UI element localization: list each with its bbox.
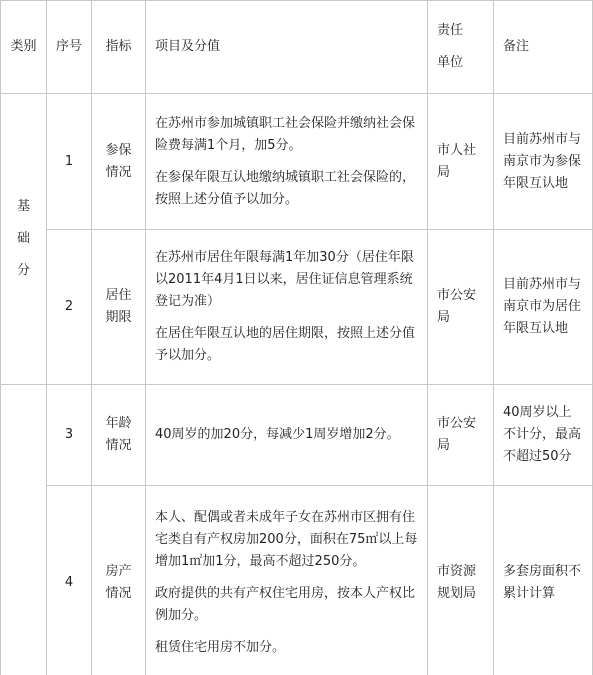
items-cell	[146, 230, 428, 385]
unit-cell: 市公安 局	[428, 230, 494, 385]
indicator-cell: 年龄 情况	[92, 385, 146, 486]
item-paragraph: 政府提供的共有产权住宅用房，按本人产权比例加分。	[155, 586, 416, 623]
item-paragraph: 在苏州市居住年限每满1年加30分（居住年限以2011年4月1日以来，居住证信息管理系统登记为准）	[155, 250, 414, 309]
remark-cell: 目前苏州市与 南京市为参保 年限互认地	[494, 94, 593, 230]
header-unit	[428, 1, 494, 94]
remark-cell: 40周岁以上 不计分，最高 不超过50分	[494, 385, 593, 486]
row-number: 4	[47, 486, 92, 675]
indicator-cell: 房产 情况	[92, 486, 146, 675]
items-cell	[146, 486, 428, 675]
item-paragraph: 本人、配偶或者未成年子女在苏州市区拥有住宅类自有产权房加200分，面积在75㎡以上每增加1㎡加1分，最高不超过250分。	[155, 510, 418, 569]
item-paragraph: 在参保年限互认地缴纳城镇职工社会保险的，按照上述分值予以加分。	[155, 169, 416, 207]
item-paragraph: 租赁住宅用房不加分。	[155, 640, 286, 655]
table-row	[1, 486, 593, 675]
unit-cell: 市人社 局	[428, 94, 494, 230]
row-number: 3	[47, 385, 92, 486]
category-cell	[1, 94, 47, 385]
header-items: 项目及分值	[146, 1, 428, 94]
indicator-cell: 参保 情况	[92, 94, 146, 230]
row-number: 1	[47, 94, 92, 230]
row-number: 2	[47, 230, 92, 385]
remark-cell: 目前苏州市与 南京市为居住 年限互认地	[494, 230, 593, 385]
header-unit-line: 单位	[437, 55, 464, 70]
item-paragraph: 40周岁的加20分，每减少1周岁增加2分。	[155, 427, 400, 442]
table-row	[1, 230, 593, 385]
header-remark: 备注	[494, 1, 593, 94]
items-cell	[146, 385, 428, 486]
unit-cell: 市公安 局	[428, 385, 494, 486]
item-paragraph: 在居住年限互认地的居住期限，按照上述分值予以加分。	[155, 326, 416, 363]
indicator-cell: 居住 期限	[92, 230, 146, 385]
unit-cell: 市资源 规划局	[428, 486, 494, 675]
table-row	[1, 385, 593, 486]
header-category: 类别	[1, 1, 47, 94]
category-cell-empty	[1, 385, 47, 675]
category-label: 基础分	[16, 199, 30, 278]
table-row	[1, 94, 593, 230]
header-unit-line: 责任	[437, 23, 464, 38]
header-row	[1, 1, 593, 94]
header-number: 序号	[47, 1, 92, 94]
item-paragraph: 在苏州市参加城镇职工社会保险并缴纳社会保险费每满1个月，加5分。	[155, 115, 416, 153]
remark-cell: 多套房面积不 累计计算	[494, 486, 593, 675]
header-indicator: 指标	[92, 1, 146, 94]
items-cell	[146, 94, 428, 230]
